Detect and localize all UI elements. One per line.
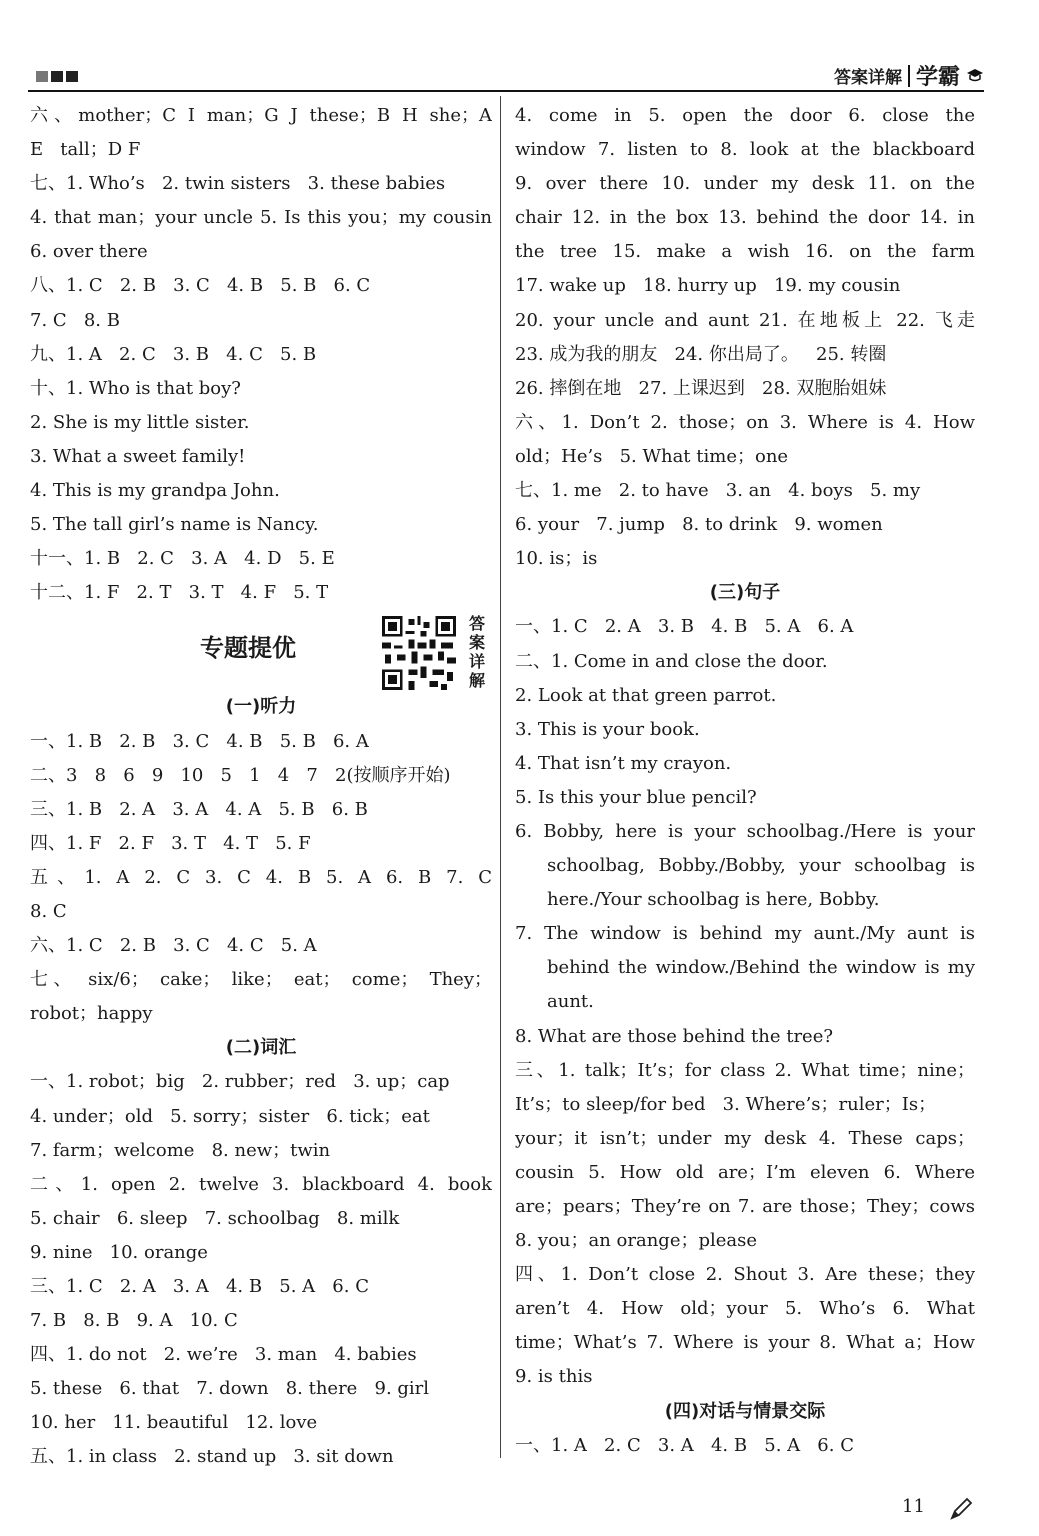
answer-line: 9. nine 10. orange bbox=[30, 1241, 208, 1263]
answer-line: 10. her 11. beautiful 12. love bbox=[30, 1412, 318, 1434]
answer-line: robot；happy bbox=[30, 1003, 153, 1025]
answer-line: 5. Is this your blue pencil? bbox=[515, 786, 757, 808]
graduation-cap-icon bbox=[966, 68, 984, 84]
header-marks bbox=[36, 71, 78, 82]
section-title: 专题提优 bbox=[200, 634, 296, 663]
answer-line: 十二、1. F 2. T 3. T 4. F 5. T bbox=[30, 582, 329, 604]
answer-line: 五、1. in class 2. stand up 3. sit down bbox=[30, 1446, 394, 1468]
subsection-heading: (三)句子 bbox=[709, 582, 781, 604]
right-answers bbox=[515, 99, 975, 1463]
answer-line: 十一、1. B 2. C 3. A 4. D 5. E bbox=[30, 548, 335, 570]
answer-line: 六、1. Don’t 2. those；on 3. Where is 4. How bbox=[515, 411, 975, 433]
answer-line: 7. C 8. B bbox=[30, 309, 120, 331]
right-column bbox=[515, 99, 975, 1463]
answer-line: your；it isn’t；under my desk 4. These caps； bbox=[515, 1127, 975, 1149]
answer-line: 三、1. C 2. A 3. A 4. B 5. A 6. C bbox=[30, 1276, 369, 1297]
answer-line: 9. is this bbox=[515, 1366, 593, 1388]
answer-line: 一、1. C 2. A 3. B 4. B 5. A 6. A bbox=[515, 616, 854, 638]
answer-line: E tall；D F bbox=[30, 139, 141, 161]
answer-line: 6. Bobby, here is your schoolbag./Here is your bbox=[515, 820, 975, 842]
answer-line: 十、1. Who is that boy? bbox=[30, 377, 241, 399]
answer-line: 一、1. B 2. B 3. C 4. B 5. B 6. A bbox=[30, 730, 369, 752]
answer-line: 5. chair 6. sleep 7. schoolbag 8. milk bbox=[30, 1207, 400, 1229]
answer-line: 2. Look at that green parrot. bbox=[515, 684, 777, 706]
answer-line: window 7. listen to 8. look at the blackboard bbox=[515, 139, 975, 161]
subsection-heading: (二)词汇 bbox=[225, 1037, 297, 1059]
answer-line: 26. 摔倒在地 27. 上课迟到 28. 双胞胎姐妹 bbox=[515, 377, 887, 399]
answer-line: are；pears；They’re on 7. are those；They；cows bbox=[515, 1196, 975, 1217]
answer-line: the tree 15. make a wish 16. on the farm bbox=[515, 241, 975, 263]
answer-line: 5. these 6. that 7. down 8. there 9. girl bbox=[30, 1378, 430, 1400]
answer-line: 2. She is my little sister. bbox=[30, 411, 250, 433]
header-rule bbox=[28, 90, 984, 92]
answer-line: 8. C bbox=[30, 900, 67, 922]
answer-line: 一、1. A 2. C 3. A 4. B 5. A 6. C bbox=[515, 1434, 854, 1456]
header-title: 答案详解 bbox=[833, 68, 902, 88]
answer-line: 8. you；an orange；please bbox=[515, 1230, 758, 1252]
answer-line: 4. come in 5. open the door 6. close the bbox=[515, 105, 975, 126]
answer-line: 八、1. C 2. B 3. C 4. B 5. B 6. C bbox=[30, 275, 371, 297]
answer-line: 4. that man；your uncle 5. Is this you；my cousin bbox=[30, 207, 492, 229]
subsection-heading: (四)对话与情景交际 bbox=[664, 1400, 826, 1422]
column-divider bbox=[500, 96, 501, 1458]
page-header bbox=[28, 58, 984, 88]
answer-line: old；He’s 5. What time；one bbox=[515, 445, 789, 467]
answer-line: 10. is；is bbox=[515, 548, 598, 570]
answer-line: 7. B 8. B 9. A 10. C bbox=[30, 1310, 238, 1332]
left-answers-top bbox=[30, 99, 492, 610]
answer-line: 7. The window is behind my aunt./My aunt is bbox=[515, 923, 975, 945]
brand-logo: 学霸 bbox=[915, 65, 960, 90]
answer-line: 三、1. talk；It’s；for class 2. What time；nine； bbox=[515, 1059, 975, 1081]
answer-line: 6. your 7. jump 8. to drink 9. women bbox=[515, 514, 883, 536]
answer-line: 九、1. A 2. C 3. B 4. C 5. B bbox=[30, 343, 317, 365]
qr-code-icon[interactable] bbox=[382, 616, 456, 690]
answer-line: 七、1. Who’s 2. twin sisters 3. these babies bbox=[30, 173, 446, 195]
answer-line: 3. This is your book. bbox=[515, 718, 700, 740]
answer-line: 六、mother；C I man；G J these；B H she；A bbox=[30, 105, 492, 126]
pencil-icon bbox=[948, 1496, 974, 1522]
answer-line: 23. 成为我的朋友 24. 你出局了。 25. 转圈 bbox=[515, 343, 887, 365]
left-column bbox=[30, 99, 492, 1475]
subsection-heading: (一)听力 bbox=[225, 696, 297, 718]
header-separator bbox=[908, 65, 910, 87]
page-number: 11 bbox=[902, 1496, 925, 1517]
answer-line: 3. What a sweet family! bbox=[30, 445, 246, 467]
answer-line: schoolbag, Bobby./Bobby, your schoolbag is bbox=[547, 855, 975, 877]
left-answers-bottom bbox=[30, 690, 492, 1474]
answer-line: 七、1. me 2. to have 3. an 4. boys 5. my bbox=[515, 480, 921, 502]
answer-line: aren’t 4. How old；your 5. Who’s 6. What bbox=[515, 1298, 975, 1320]
answer-line: 二、3 8 6 9 10 5 1 4 7 2(按顺序开始) bbox=[30, 764, 451, 786]
answer-line: 6. over there bbox=[30, 241, 148, 263]
answer-line: 4. That isn’t my crayon. bbox=[515, 752, 732, 774]
answer-line: It’s；to sleep/for bed 3. Where’s；ruler；Is； bbox=[515, 1093, 937, 1115]
answer-line: 9. over there 10. under my desk 11. on the bbox=[515, 173, 975, 195]
answer-line: 5. The tall girl’s name is Nancy. bbox=[30, 514, 319, 536]
answer-line: 8. What are those behind the tree? bbox=[515, 1025, 834, 1047]
answer-line: chair 12. in the box 13. behind the door 14. in bbox=[515, 207, 975, 229]
answer-line: 一、1. robot；big 2. rubber；red 3. up；cap bbox=[30, 1071, 450, 1093]
answer-line: 四、1. Don’t close 2. Shout 3. Are these；they bbox=[515, 1264, 975, 1286]
answer-line: 四、1. do not 2. we’re 3. man 4. babies bbox=[30, 1344, 417, 1366]
answer-line: aunt. bbox=[547, 991, 594, 1013]
section-header bbox=[30, 610, 492, 690]
answer-line: 四、1. F 2. F 3. T 4. T 5. F bbox=[30, 832, 311, 854]
answer-line: 二、1. open 2. twelve 3. blackboard 4. book bbox=[30, 1173, 492, 1195]
answer-line: 二、1. Come in and close the door. bbox=[515, 650, 828, 672]
answer-line: cousin 5. How old are；I’m eleven 6. Where bbox=[515, 1161, 975, 1183]
answer-line: here./Your schoolbag is here, Bobby. bbox=[547, 889, 880, 911]
answer-line: behind the window./Behind the window is my bbox=[547, 957, 975, 979]
answer-line: 17. wake up 18. hurry up 19. my cousin bbox=[515, 275, 901, 297]
answer-line: 七、 six/6； cake； like； eat； come； They； bbox=[30, 969, 492, 991]
answer-line: 五、1. A 2. C 3. C 4. B 5. A 6. B 7. C bbox=[30, 866, 492, 888]
answer-line: 4. This is my grandpa John. bbox=[30, 480, 280, 502]
qr-label: 答案详解 bbox=[468, 614, 485, 691]
answer-line: time；What’s 7. Where is your 8. What a；How bbox=[515, 1332, 975, 1354]
answer-line: 7. farm；welcome 8. new；twin bbox=[30, 1139, 331, 1161]
answer-line: 20. your uncle and aunt 21. 在地板上 22. 飞走 bbox=[515, 309, 975, 331]
answer-line: 4. under；old 5. sorry；sister 6. tick；eat bbox=[30, 1105, 430, 1127]
answer-line: 三、1. B 2. A 3. A 4. A 5. B 6. B bbox=[30, 798, 368, 820]
answer-line: 六、1. C 2. B 3. C 4. C 5. A bbox=[30, 935, 317, 957]
